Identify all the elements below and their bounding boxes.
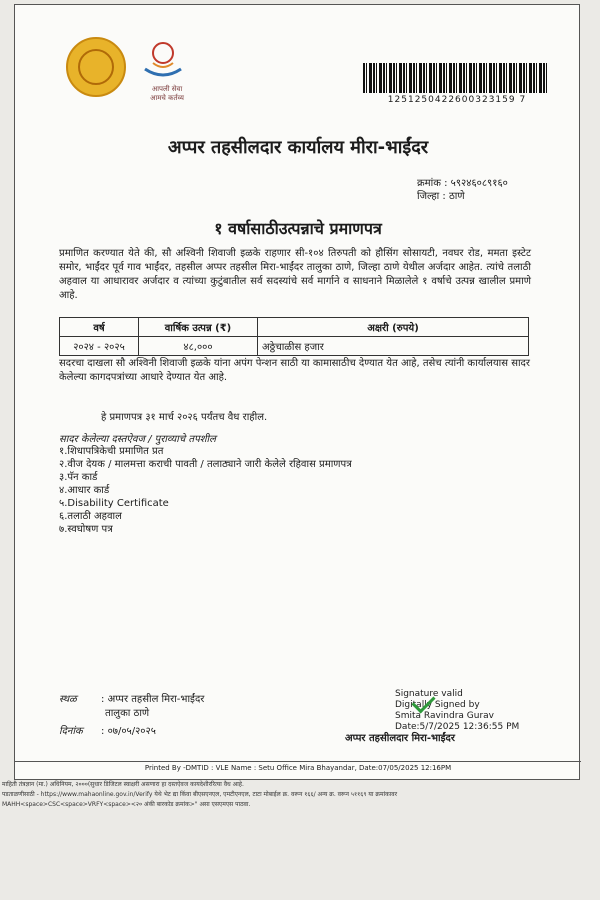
barcode-number: 1251250422600323159 7: [387, 95, 527, 105]
service-emblem-icon: [139, 35, 187, 83]
jilha: जिल्हा : ठाणे: [417, 191, 465, 202]
certificate-title: १ वर्षासाठीउत्पन्नाचे प्रमाणपत्र: [214, 219, 382, 238]
documents-heading: सादर केलेल्या दस्तऐवज / पुराव्याचे तपशील: [59, 434, 216, 445]
list-item: ४.आधार कार्ड: [59, 485, 110, 496]
purpose-text: सदरचा दाखला सौ अश्विनी शिवाजी इळके यांना अपंग पेन्शन साठी या कामासाठीच देण्यात येत आहे, तसेच त्यांनी कार्यालयास सादर केलेल्या कागदपत्रांच्या आधारे देण्यात येत आहे.: [59, 358, 530, 383]
table-row: २०२४ - २०२५ ४८,००० अठ्ठेचाळीस हजार: [60, 337, 529, 356]
list-item: ६.तलाठी अहवाल: [59, 511, 122, 522]
validity-text: हे प्रमाणपत्र ३१ मार्च २०२६ पर्यंतच वैध राहील.: [101, 412, 268, 423]
place-label: स्थळ: [59, 694, 77, 705]
date-label: दिनांक: [59, 726, 83, 737]
reference-block: [417, 177, 508, 203]
list-item: ७.स्वघोषण पत्र: [59, 524, 113, 535]
date-value: ०७/०५/२०२५: [107, 726, 156, 737]
emblem-caption: आपली सेवा आमचे कर्तव्य: [150, 85, 184, 102]
certificate-page: [14, 4, 580, 780]
income-table: [59, 317, 529, 356]
digital-signature: Signature valid Digitally Signed by Smita Ravindra Gurav Date:5/7/2025 12:36:55 PM अप्पर तहसीलदार मिरा-भाईंदर: [345, 689, 520, 744]
footer-notes: माहिती तंत्रज्ञान (मा.) अधिनियम, २०००(सुधार डिजिटल स्वाक्षरी असणारा हा दस्तऐवज कायदेशीररित्या वैध आहे. पडताळणीसाठी - https://www.mahaonline.gov.in/Verify येथे भेट द्या किंवा बीएसएनएल, एमटीएनएल, टाटा मोबाईल क्र. वरून १६६/ अन्य क्र. वरून ५११६९ या क्रमांकावर MAHH<space>CSC<space>VRFY<space><२० अंकी बारकोड क्रमांक>" असा एसएमएस पाठवा.: [2, 781, 398, 808]
list-item: ५.Disability Certificate: [59, 498, 169, 509]
maharashtra-seal-icon: [66, 37, 126, 97]
list-item: २.वीज देयक / मालमत्ता कराची पावती / तलाठ्याने जारी केलेले रहिवास प्रमाणपत्र: [59, 459, 352, 470]
place-value-2: तालुका ठाणे: [105, 708, 150, 719]
printed-by: Printed By -DMTID : VLE Name : Setu Office Mira Bhayandar, Date:07/05/2025 12:16PM: [15, 761, 581, 772]
place-value: अप्पर तहसील मिरा-भाईंदर: [107, 694, 205, 705]
documents-list: [59, 445, 529, 536]
kramank: क्रमांक : ५९२४६०८९१६०: [417, 178, 508, 189]
office-title: अप्पर तहसीलदार कार्यालय मीरा-भाईंदर: [167, 137, 429, 158]
certificate-body: प्रमाणित करण्यात येते की, सौ अश्विनी शिवाजी इळके राहणार सी-१०४ तिरुपती को हौसिंग सोसायटी, नवघर रोड, ममता इस्टेट समोर, भाईंदर पूर्व गाव भाईंदर, तहसील अप्पर तहसील मिरा-भाईंदर तालुका ठाणे, जिल्हा ठाणे येथील अर्जदार आहेत. त्यांचे तलाठी अहवाल या आधारावर अर्जदार व त्यांच्या कुटुंबातील सर्व सदस्यांचे सर्व मार्गाने व साधनाने मिळालेले १ वर्षाचे उत्पन्न खालील प्रमाणे आहे.: [59, 248, 531, 301]
barcode: [363, 63, 547, 93]
col-annual-income: वार्षिक उत्पन्न (₹): [139, 318, 258, 337]
list-item: १.शिधापत्रिकेची प्रमाणित प्रत: [59, 446, 164, 457]
signature-valid: Signature valid: [395, 689, 463, 699]
col-year: वर्ष: [60, 318, 139, 337]
list-item: ३.पॅन कार्ड: [59, 472, 98, 483]
place-date-block: स्थळ : अप्पर तहसील मिरा-भाईंदर तालुका ठाणे दिनांक : ०७/०५/२०२५: [59, 694, 205, 737]
designation: अप्पर तहसीलदार मिरा-भाईंदर: [345, 733, 455, 744]
col-in-words: अक्षरी (रुपये): [258, 318, 529, 337]
